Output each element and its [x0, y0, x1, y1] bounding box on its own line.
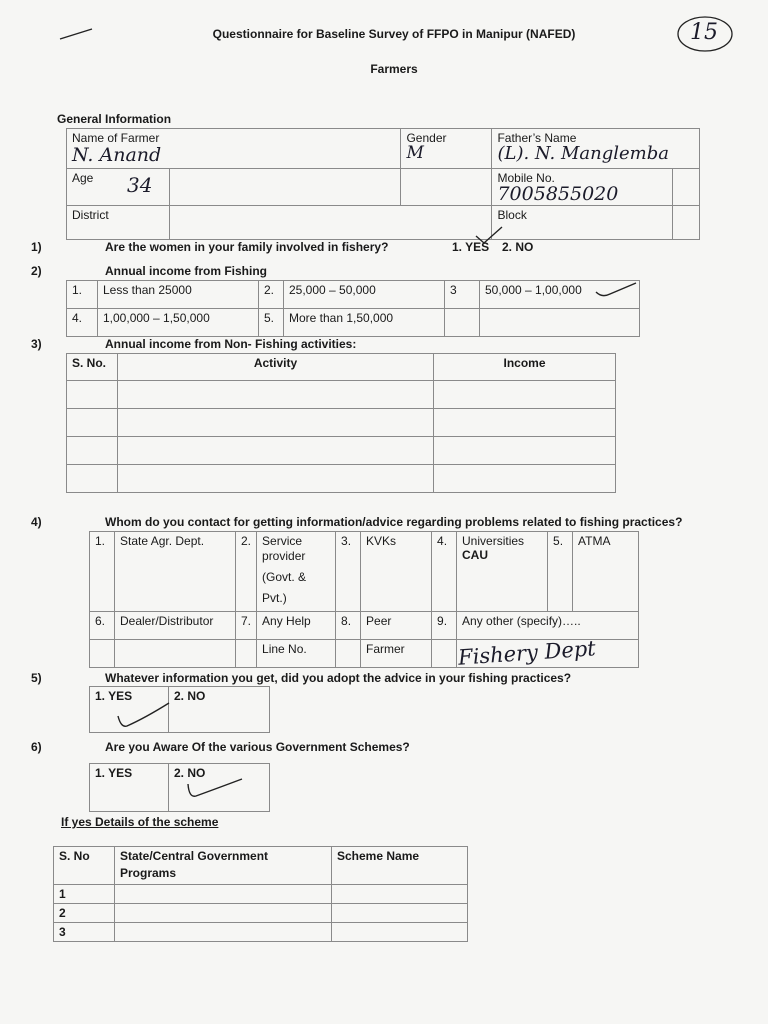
q2-opt4-label: 1,00,000 – 1,50,000 [98, 309, 259, 337]
cell-empty-1 [401, 169, 492, 206]
mobile-value: 7005855020 [497, 183, 619, 205]
scheme-col-name: Scheme Name [332, 847, 468, 885]
father-name-value: (L). N. Manglemba [497, 143, 669, 164]
q4-opt3-num: 3. [336, 532, 361, 612]
cell-block-value [673, 206, 700, 240]
q3-activity-table [66, 353, 616, 493]
q2-opt3-num: 3 [445, 281, 480, 309]
q2-opt2-label: 25,000 – 50,000 [284, 281, 445, 309]
q4-opt4-num: 4. [432, 532, 457, 612]
q3-text: Annual income from Non- Fishing activities: [105, 337, 357, 351]
scheme-row-2-name [332, 904, 468, 923]
q2-options-table [66, 280, 640, 337]
q4-opt9-label: Any other (specify)….. [457, 612, 639, 640]
q6-number: 6) [31, 740, 42, 754]
q4-row3-c5 [336, 640, 361, 668]
q4-opt6-num: 6. [90, 612, 115, 640]
block-label: Block [497, 208, 527, 222]
q4-opt7-num: 7. [236, 612, 257, 640]
gender-value: M [406, 143, 424, 163]
scheme-row-1-name [332, 885, 468, 904]
scheme-row-1-sno: 1 [54, 885, 115, 904]
page-number: 15 [690, 20, 718, 45]
cell-age-label [67, 169, 170, 206]
scheme-row-3-name [332, 923, 468, 942]
age-value: 34 [127, 173, 153, 197]
document-title: Questionnaire for Baseline Survey of FFPO in Manipur (NAFED) [212, 27, 576, 41]
q4-opt6-label: Dealer/Distributor [115, 612, 236, 640]
q3-row-3-activity [118, 437, 434, 465]
q3-row-2-activity [118, 409, 434, 437]
q2-opt2-num: 2. [259, 281, 284, 309]
q4-opt2-line4: Pvt.) [262, 591, 287, 605]
q3-col-sno: S. No. [67, 354, 118, 381]
q4-row3-c3 [236, 640, 257, 668]
checkmark-q1-yes [474, 224, 504, 246]
q2-opt3-label: 50,000 – 1,00,000 [480, 281, 640, 309]
q6-text: Are you Aware Of the various Government Schemes? [105, 740, 410, 754]
q2-opt5-num: 5. [259, 309, 284, 337]
q4-opt8-line2: Farmer [361, 640, 432, 668]
q3-number: 3) [31, 337, 42, 351]
checkmark-q5-yes [115, 700, 171, 732]
cell-district [67, 206, 170, 240]
q4-opt3-label: KVKs [361, 532, 432, 612]
q4-opt1-label: State Agr. Dept. [115, 532, 236, 612]
q4-row3-c7 [432, 640, 457, 668]
q5-yes: 1. YES [90, 687, 169, 733]
q3-row-4-income [434, 465, 616, 493]
q4-opt2-num: 2. [236, 532, 257, 612]
district-label: District [72, 208, 109, 222]
q3-row-2-income [434, 409, 616, 437]
general-info-table [66, 128, 700, 240]
cell-age-value [127, 169, 401, 206]
q4-opt5-num: 5. [548, 532, 573, 612]
q2-opt1-label: Less than 25000 [98, 281, 259, 309]
q3-row-3-sno [67, 437, 118, 465]
q3-row-1-sno [67, 381, 118, 409]
scheme-row-3-program [115, 923, 332, 942]
q4-opt5-label: ATMA [573, 532, 639, 612]
q5-number: 5) [31, 671, 42, 685]
q1-number: 1) [31, 240, 42, 254]
q2-opt4-num: 4. [67, 309, 98, 337]
q4-opt2-cell [257, 532, 336, 612]
q2-text: Annual income from Fishing [105, 264, 268, 278]
q4-handwritten-answer: Fishery Dept [457, 636, 597, 670]
q3-row-3-income [434, 437, 616, 465]
q3-col-income: Income [434, 354, 616, 381]
scheme-row-2-sno: 2 [54, 904, 115, 923]
q4-opt1-num: 1. [90, 532, 115, 612]
q2-opt1-num: 1. [67, 281, 98, 309]
q5-text: Whatever information you get, did you adopt the advice in your fishing practices? [105, 671, 572, 685]
q2-empty-num [445, 309, 480, 337]
q4-opt7-label: Any Help [257, 612, 336, 640]
scheme-row-3-sno: 3 [54, 923, 115, 942]
cell-father-name [492, 129, 700, 169]
scheme-section-title: If yes Details of the scheme [61, 815, 219, 829]
q4-opt4-cell [457, 532, 548, 612]
document-subtitle: Farmers [370, 62, 418, 76]
q4-opt2-line3: (Govt. & [262, 570, 307, 584]
scheme-col-programs-line2: Programs [120, 866, 177, 880]
q4-opt2-line1: Service [262, 534, 303, 548]
name-of-farmer-value: N. Anand [72, 144, 162, 166]
q5-no: 2. NO [169, 687, 270, 733]
scheme-row-2-program [115, 904, 332, 923]
q1-text: Are the women in your family involved in fishery? [105, 240, 389, 254]
gender-label: Gender [406, 131, 447, 145]
q2-empty-label [480, 309, 640, 337]
cell-empty-2 [673, 169, 700, 206]
q4-opt7-line2: Line No. [257, 640, 336, 668]
q2-opt5-label: More than 1,50,000 [284, 309, 445, 337]
cell-gender [401, 129, 492, 169]
q6-yes: 1. YES [90, 764, 169, 812]
q3-col-activity: Activity [118, 354, 434, 381]
father-name-label: Father’s Name [497, 131, 577, 145]
q4-row3-c2 [115, 640, 236, 668]
scheme-table [53, 846, 468, 942]
cell-district-value [170, 206, 492, 240]
q4-number: 4) [31, 515, 42, 529]
checkmark-q2-opt3 [594, 280, 638, 300]
q3-row-1-activity [118, 381, 434, 409]
q3-row-4-sno [67, 465, 118, 493]
scheme-col-sno: S. No [54, 847, 115, 885]
section-title-general: General Information [57, 112, 172, 126]
cell-block [492, 206, 673, 240]
cell-mobile [492, 169, 673, 206]
q2-number: 2) [31, 264, 42, 278]
q6-no: 2. NO [169, 764, 270, 812]
q3-row-2-sno [67, 409, 118, 437]
q4-opt8-num: 8. [336, 612, 361, 640]
cell-name-farmer [67, 129, 401, 169]
checkmark-q6-no [184, 776, 244, 802]
scheme-row-1-program [115, 885, 332, 904]
q4-opt4-line1: Universities [462, 534, 525, 548]
q4-opt9-num: 9. [432, 612, 457, 640]
scheme-col-programs-line1: State/Central Government [120, 849, 269, 863]
q3-row-4-activity [118, 465, 434, 493]
q1-no: 2. NO [502, 240, 534, 254]
q4-text: Whom do you contact for getting information/advice regarding problems related to fishing practices? [105, 515, 683, 529]
q4-opt8-label: Peer [361, 612, 432, 640]
mobile-label: Mobile No. [497, 171, 555, 185]
age-label: Age [72, 171, 94, 185]
q3-row-1-income [434, 381, 616, 409]
scheme-col-programs [115, 847, 332, 885]
q1-yes: 1. YES [452, 240, 490, 254]
q4-row3-c1 [90, 640, 115, 668]
name-of-farmer-label: Name of Farmer [72, 131, 160, 145]
q4-opt4-line2: CAU [462, 548, 489, 562]
q4-opt2-line2: provider [262, 549, 306, 563]
